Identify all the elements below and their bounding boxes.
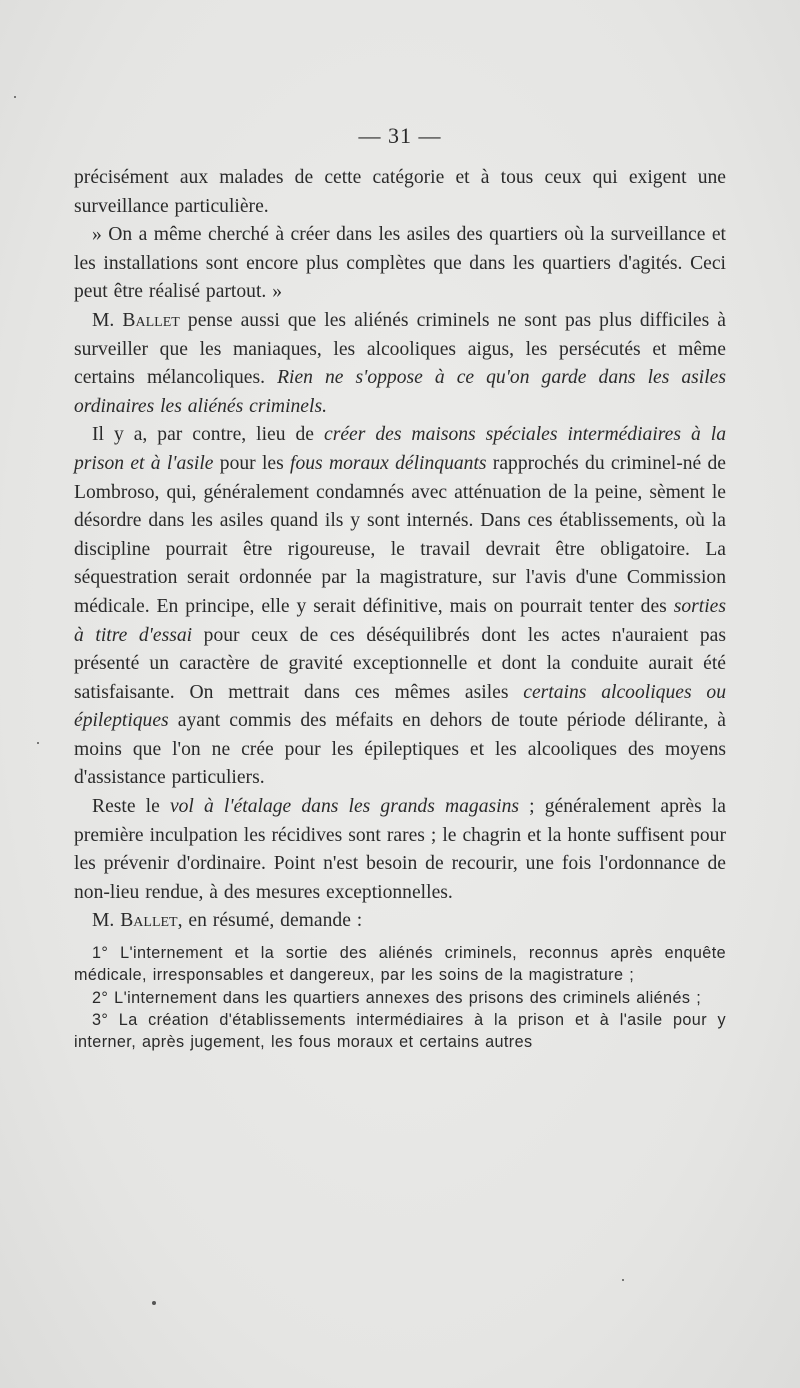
paragraph-4 bbox=[74, 421, 726, 793]
paragraph-3 bbox=[74, 307, 726, 421]
paragraph-5 bbox=[74, 793, 726, 907]
scan-speck bbox=[37, 742, 39, 744]
emphasis: sorties à titre d'essai bbox=[74, 595, 726, 646]
emphasis: créer des maisons spéciales intermédiaires à la prison et à l'asile bbox=[74, 424, 727, 474]
author-name: M. Ballet bbox=[92, 309, 180, 331]
scan-speck bbox=[14, 96, 16, 98]
emphasis: vol à l'étalage dans les grands magasins bbox=[169, 796, 520, 818]
text-run: Il y a, par contre, lieu de bbox=[92, 424, 324, 446]
text-run: ayant commis des méfaits en dehors de toute période délirante, à moins que l'on ne crée pour les épileptiques et les alcooliques des moyens d'assistance particuliers. bbox=[74, 710, 726, 789]
text-run: , en résumé, demande : bbox=[177, 910, 363, 932]
list-item: 2° L'internement dans les quartiers annexes des prisons des criminels aliénés ; bbox=[92, 988, 702, 1007]
list-item: 3° La création d'établissements intermédiaires à la prison et à l'asile pour y interner, après jugement, les fous moraux et certains autres bbox=[74, 1010, 726, 1052]
main-text bbox=[74, 164, 726, 1054]
scan-speck bbox=[152, 1301, 156, 1305]
text-run: pour ceux de ces déséquilibrés dont les actes n'auraient pas présenté un caractère de gravité exceptionnelle et dont la conduite aurait été satisfaisante. On mettrait dans ces mêmes asiles bbox=[74, 624, 726, 703]
emphasis: Rien ne s'oppose à ce qu'on garde dans les asiles ordinaires les aliénés criminels. bbox=[74, 367, 727, 417]
numbered-list bbox=[74, 942, 726, 1053]
paragraph-2: » On a même cherché à créer dans les asiles des quartiers où la surveillance et les installations sont encore plus complètes que dans les quartiers d'agités. Ceci peut être réalisé partout. » bbox=[74, 224, 726, 303]
scan-speck bbox=[622, 1279, 624, 1281]
paragraph-6 bbox=[74, 907, 726, 936]
text-run: pense aussi que les aliénés criminels ne sont pas plus difficiles à surveiller que les maniaques, les alcooliques aigus, les persécutés et même certains mélancoliques. bbox=[74, 309, 727, 389]
emphasis: certains alcooliques ou épileptiques bbox=[74, 681, 726, 732]
text-run: Reste le bbox=[92, 796, 170, 818]
text-run: ; généralement après la première inculpation les récidives sont rares ; le chagrin et la honte suffisent pour les prévenir d'ordinaire. Point n'est besoin de recourir, une fois l'ordonnance de non-lieu rendue, à des mesures exceptionnelles. bbox=[74, 796, 727, 903]
paragraph-1: précisément aux malades de cette catégorie et à tous ceux qui exigent une surveillance particulière. bbox=[74, 167, 726, 217]
list-item: 1° L'internement et la sortie des aliénés criminels, reconnus après enquête médicale, irresponsables et dangereux, par les soins de la magistrature ; bbox=[74, 944, 726, 985]
emphasis: fous moraux délinquants bbox=[290, 452, 487, 474]
text-run: pour les bbox=[213, 452, 291, 474]
text-run: rapprochés du criminel-né de Lombroso, qui, généralement condamnés avec atténuation de la peine, sèment le désordre dans les asiles quand ils y sont internés. Dans ces établissements, où la discipline pourrait être rigoureuse, le travail devrait être obligatoire. La séquestration serait ordonnée par la magistrature, sur l'avis d'une Commission médicale. En principe, elle y serait définitive, mais on pourrait tenter des bbox=[74, 452, 726, 617]
author-name: M. Ballet bbox=[92, 910, 178, 932]
page-number: — 31 — bbox=[358, 123, 442, 148]
